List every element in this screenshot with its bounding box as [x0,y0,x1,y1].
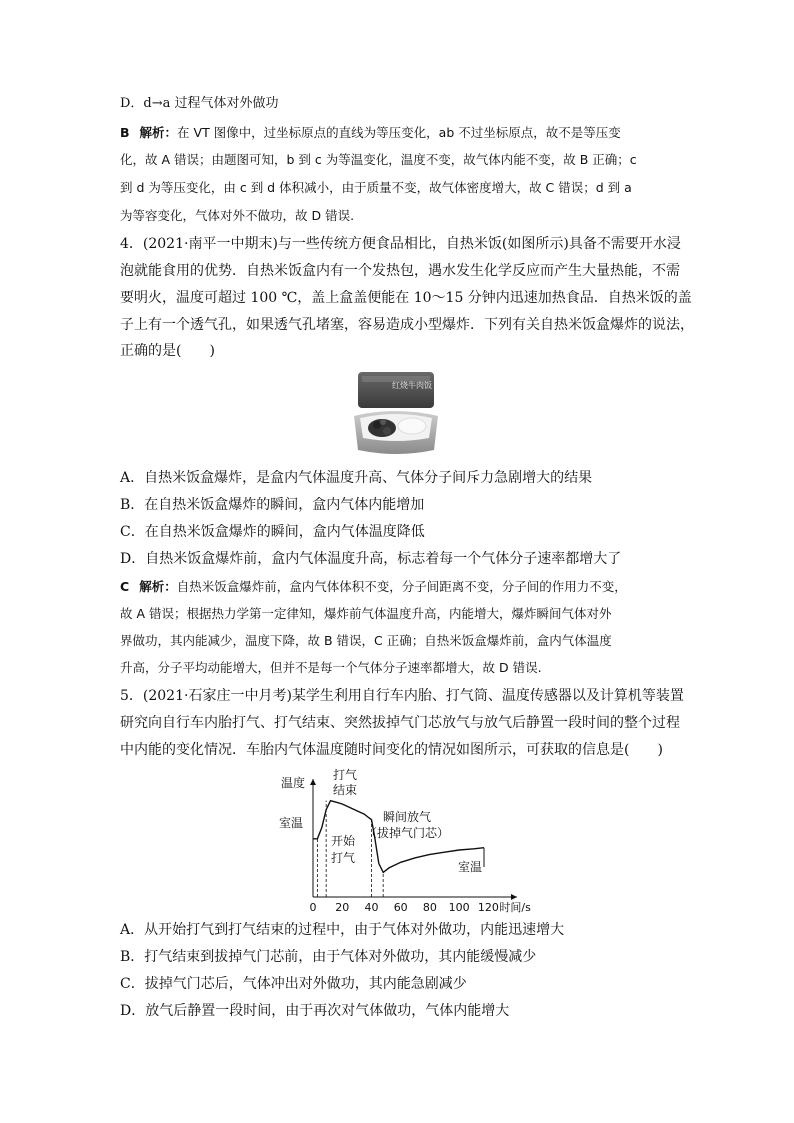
x-tick-label: 120 [477,901,499,914]
answer-4-line-4: 升高，分子平均动能增大，但并不是每一个气体分子速率都增大，故 D 错误. [120,660,542,675]
answer-4-line-1: C 解析：自热米饭盒爆炸前，盒内气体体积不变，分子间距离不变，分子间的作用力不变， [120,579,627,594]
chart-annotation: （拔掉气门芯） [365,826,450,840]
rice-box-photo [352,370,440,458]
chart-annotation: 打气 [331,851,356,865]
question-5-line-2: 研究向自行车内胎打气、打气结束、突然拔掉气门芯放气与放气后静置一段时间的整个过程 [120,715,680,731]
chart-annotation: 瞬间放气 [383,810,432,824]
x-axis-arrow [511,894,517,900]
option-4b: B．在自热米饭盒爆炸的瞬间，盒内气体内能增加 [120,497,425,513]
answer-4-letter: C [120,579,130,594]
answer-3-keyword: 解析： [139,125,178,140]
option-4c: C．在自热米饭盒爆炸的瞬间，盒内气体温度降低 [120,524,425,540]
answer-3-letter: B [120,125,130,140]
question-4-line-1: 4．(2021·南平一中期末)与一些传统方便食品相比，自热米饭(如图所示)具备不需要开水浸 [120,236,681,252]
question-5-line-3: 中内能的变化情况．车胎内气体温度随时间变化的情况如图所示，可获取的信息是( ) [120,742,663,758]
option-d-prev: D．d→a 过程气体对外做功 [120,96,279,111]
chart-annotation: 结束 [333,783,358,797]
x-tick-label: 60 [393,901,408,914]
y-axis-label: 温度 [281,776,306,790]
answer-3-line-4: 为等容变化，气体对外不做功，故 D 错误. [120,208,355,223]
option-4a: A．自热米饭盒爆炸，是盒内气体温度升高、气体分子间斥力急剧增大的结果 [120,470,593,486]
x-axis-label: 时间/s [499,901,531,914]
answer-4-line-2: 故 A 错误；根据热力学第一定律知，爆炸前气体温度升高，内能增大，爆炸瞬间气体对外 [120,606,612,621]
x-tick-label: 100 [448,901,470,914]
question-4-line-3: 要明火，温度可超过 100 ℃，盖上盒盖便能在 10～15 分钟内迅速加热食品．自热米饭的盖 [120,290,692,306]
x-tick-label: 80 [422,901,437,914]
chart-annotation: 室温 [458,860,483,874]
question-4-line-2: 泡就能食用的优势．自热米饭盒内有一个发热包，遇水发生化学反应而产生大量热能，不需 [120,263,680,279]
option-5c: C．拔掉气门芯后，气体冲出对外做功，其内能急剧减少 [120,976,467,992]
option-5d: D．放气后静置一段时间，由于再次对气体做功，气体内能增大 [120,1003,510,1019]
x-tick-label: 40 [364,901,379,914]
chart-annotation: 室温 [279,816,304,830]
chart-annotation: 开始 [331,834,356,848]
option-5b: B．打气结束到拔掉气门芯前，由于气体对外做功，其内能缓慢减少 [120,949,537,965]
answer-3-line-2: 化，故 A 错误；由题图可知，b 到 c 为等温变化，温度不变，故气体内能不变，故 B 正确；c [120,152,637,167]
option-5a: A．从开始打气到打气结束的过程中，由于气体对外做功，内能迅速增大 [120,922,565,938]
answer-4-keyword: 解析： [139,579,177,594]
x-tick-label: 0 [309,901,317,914]
temperature-chart [275,765,531,915]
question-4-line-4: 子上有一个透气孔，如果透气孔堵塞，容易造成小型爆炸．下列有关自热米饭盒爆炸的说法， [120,317,694,333]
temperature-chart-svg [275,765,531,915]
question-5-line-1: 5．(2021·石家庄一中月考)某学生利用自行车内胎、打气筒、温度传感器以及计算机等装置 [120,688,684,704]
chart-annotation: 打气 [333,768,358,782]
answer-4-line-3: 界做功，其内能减少，温度下降，故 B 错误，C 正确；自热米饭盒爆炸前，盒内气体温度 [120,633,612,648]
option-4d: D．自热米饭盒爆炸前，盒内气体温度升高，标志着每一个气体分子速率都增大了 [120,551,622,567]
answer-3-line-1: B 解析：在 VT 图像中，过坐标原点的直线为等压变化，ab 不过坐标原点，故不是等压变 [120,125,621,140]
y-axis-arrow [310,779,316,785]
question-4-line-5: 正确的是( ) [120,343,215,359]
x-tick-label: 20 [335,901,350,914]
photo-label: 红烧牛肉饭 [392,381,432,390]
answer-3-line-3: 到 d 为等压变化，由 c 到 d 体积减小，由于质量不变，故气体密度增大，故 C 错误；d 到 a [120,180,632,195]
